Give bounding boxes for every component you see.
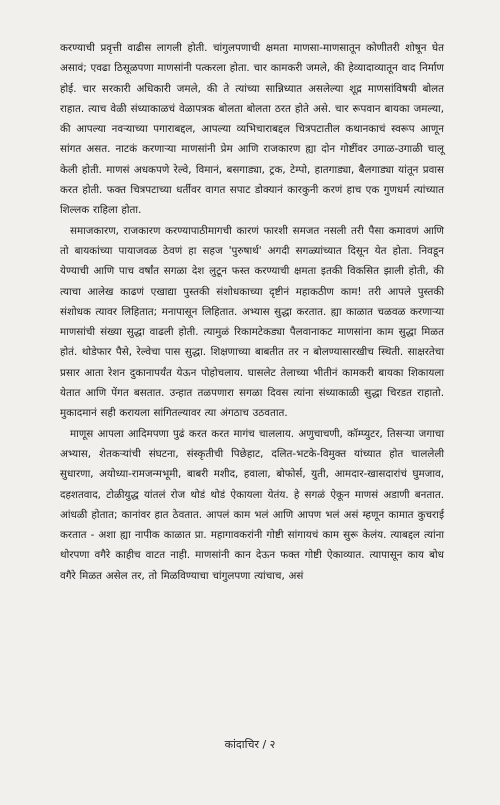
paragraph-3: माणूस आपला आदिमपणा पुढं करत करत मागंच चाललाय. अणुचाचणी, कॉम्प्युटर, तिसऱ्या जगाचा अभ्यास, शेतकऱ्यांची संघटना, संस्कृतीची पिछेहाट, दलित-भटके-विमुक्त यांच्यात होत चाललेली सुधारणा, अयोध्या-रामजन्मभूमी, बाबरी मशीद, हवाला, बोफोर्स, युती, आमदार-खासदारांचं घुमजाव, दहशतवाद, टोळीयुद्ध यांतलं रोज थोडं थोडं ऐकायला येतंय. हे सगळं ऐकून माणसं अडाणी बनतात. आंधळी होतात; कानांवर हात ठेवतात. आपलं काम भलं आणि आपण भलं असं म्हणून कामात कुचराई करतात - अशा ह्या नापीक काळात प्रा. महागावकरांनी गोष्टी सांगायचं काम सुरू केलंय. त्याबद्दल त्यांना थोरपणा वगैरे काहीच वाटत नाही. माणसांनी कान देऊन फक्त गोष्टी ऐकाव्यात. त्यापासून काय बोध वगैरे मिळत असेल तर, तो मिळविण्याचा चांगुलपणा त्यांचाच, असं bbox=[60, 427, 444, 582]
paragraph-1: करण्याची प्रवृत्ती वाढीस लागली होती. चांगुलपणाची क्षमता माणसा-माणसातून कोणीतरी शोषून घेत असावं; एवढा ठिसूळपणा माणसांनी पत्करला होता. चार कामकरी जमले, की हेव्यादाव्यातून वाद निर्माण होई. चार सरकारी अधिकारी जमले, की ते त्यांच्या सान्निध्यात असलेल्या शूद्र माणसांविषयी बोलत राहात. त्याच वेळी संध्याकाळचं वेळापत्रक बोलता बोलता ठरत होते असे. चार रूपवान बायका जमल्या, की आपल्या नवऱ्याच्या पगाराबद्दल, आपल्या व्यभिचाराबद्दल चित्रपटातील कथानकाचं स्वरूप आणून सांगत असत. नाटकं करणाऱ्या माणसांनी प्रेम आणि राजकारण ह्या दोन गोष्टींवर उगाळ-उगाळी चालू केली होती. माणसं अधकपणे रेल्वे, विमानं, बसगाड्या, ट्रक, टेम्पो, हातगाड्या, बैलगाड्या यांतून प्रवास करत होती. फक्त चित्रपटाच्या धर्तीवर वागत सपाट डोक्यानं कारकुनी करणं हाच एक गुणधर्म त्यांच्यात शिल्लक राहिला होता. bbox=[60, 42, 444, 217]
paragraph-2: समाजकारण, राजकारण करण्यापाठीमागची कारणं फारशी समजत नसली तरी पैसा कमावणं आणि तो बायकांच्या पायाजवळ ठेवणं हा सहज 'पुरुषार्थ' अगदी सगळ्यांच्यात दिसून येत होता. निवडून येण्याची आणि पाच वर्षांत सगळा देश लुटून फस्त करण्याची क्षमता इतकी विकसित झाली होती, की त्याचा आलेख काढणं एखाद्या पुस्तकी संशोधकाच्या दृष्टीनं महाकठीण काम! तरी आपले पुस्तकी संशोधक त्यावर लिहितात; मनापासून लिहितात. अभ्यास सुद्धा करतात. ह्या काळात चळवळ करणाऱ्या माणसांची संख्या सुद्धा वाढली होती. त्यामुळं रिकामटेकड्या पैलवानाकट माणसांना काम सुद्धा मिळत होतं. थोडेफार पैसे, रेल्वेचा पास सुद्धा. शिक्षणाच्या बाबतीत तर न बोलण्यासारखीच स्थिती. साक्षरतेचा प्रसार आता रेशन दुकानापर्यंत येऊन पोहोचलाय. घासलेट तेलाच्या भीतीनं कामकरी बायका शिकायला येतात आणि पेंगत बसतात. उन्हात तळपणारा सगळा दिवस त्यांना संध्याकाळी सुद्धा चिरडत राहातो. मुकादमानं सही करायला सांगितल्यावर त्या अंगठाच उठवतात. bbox=[60, 224, 444, 420]
page-footer: कांदाचिर / २ bbox=[224, 738, 276, 751]
